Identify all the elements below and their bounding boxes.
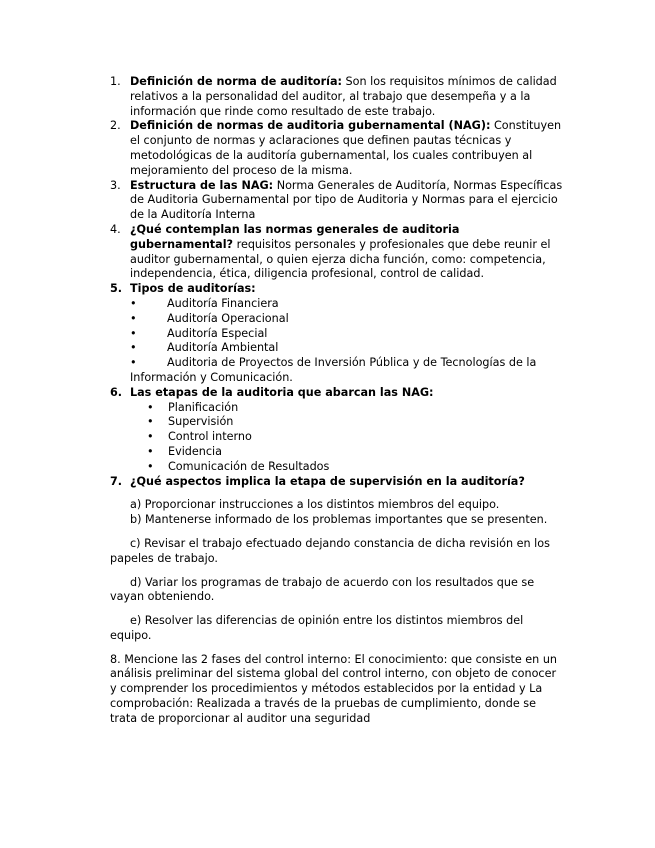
tipos-label: Auditoría Operacional bbox=[167, 311, 289, 325]
aspecto-paragraph: d) Variar los programas de trabajo de acuerdo con los resultados que se vayan obteniendo. bbox=[110, 575, 535, 604]
aspecto-paragraph: b) Mantenerse informado de los problemas importantes que se presenten. bbox=[130, 513, 548, 527]
list-item-4 bbox=[110, 223, 565, 282]
tipos-list-item bbox=[110, 297, 565, 312]
aspecto-paragraph: e) Resolver las diferencias de opinión entre los distintos miembros del equipo. bbox=[110, 614, 524, 642]
list-item-7 bbox=[110, 475, 565, 490]
tipos-list bbox=[110, 297, 565, 386]
item-text: Constituyen el conjunto de normas y aclaraciones que definen pautas técnicas y metodológicas de la auditoría gubernamental, los cuales contribuyen al mejoramiento del proceso de la misma. bbox=[130, 119, 562, 177]
item-text: Son los requisitos mínimos de calidad relativos a la personalidad del auditor, al trabajo que desempeña y a la información que rinde como resultado de este trabajo. bbox=[130, 75, 557, 118]
tipos-label: Auditoria de Proyectos de Inversión Pública y de Tecnologías de la Información y Comunicación. bbox=[130, 356, 537, 384]
item-number: 1. bbox=[110, 75, 121, 88]
tipos-label: Auditoría Ambiental bbox=[167, 341, 279, 355]
item-number: 6. bbox=[110, 385, 123, 399]
item-number: 3. bbox=[110, 178, 121, 192]
item-number: 7. bbox=[110, 474, 123, 488]
etapas-list bbox=[110, 401, 565, 475]
item-text: requisitos personales y profesionales que debe reunir el auditor gubernamental, o quien ejerza dicha función, como: competencia, independencia, ética, diligencia profesional, control de calidad. bbox=[130, 237, 551, 281]
etapas-list-item: • Control interno bbox=[110, 430, 565, 445]
list-item-2 bbox=[110, 119, 565, 178]
etapas-list-item: • Supervisión bbox=[110, 415, 565, 430]
bullet: • bbox=[130, 326, 137, 340]
item-number: 2. bbox=[110, 119, 121, 133]
bullet: • bbox=[130, 356, 137, 370]
bullet: • bbox=[130, 311, 137, 325]
list-item-6 bbox=[110, 386, 565, 401]
item-title: Definición de normas de auditoria gubernamental (NAG): bbox=[130, 119, 491, 133]
aspecto-paragraph: a) Proporcionar instrucciones a los distintos miembros del equipo. bbox=[130, 498, 500, 512]
list-item-3 bbox=[110, 179, 565, 223]
tipos-list-item bbox=[110, 327, 565, 342]
item-title: ¿Qué aspectos implica la etapa de supervisión en la auditoría? bbox=[130, 474, 525, 488]
bullet: • bbox=[130, 296, 137, 310]
list-item-1 bbox=[110, 75, 565, 119]
tipos-label: Auditoría Especial bbox=[167, 326, 268, 340]
etapas-list-item: • Evidencia bbox=[110, 445, 565, 460]
etapas-list-item: • Planificación bbox=[110, 401, 565, 416]
aspecto-paragraph: c) Revisar el trabajo efectuado dejando constancia de dicha revisión en los papeles de trabajo. bbox=[110, 536, 550, 565]
item-title: Estructura de las NAG: bbox=[130, 178, 274, 192]
item-title: ¿Qué contemplan las normas generales de auditoria gubernamental? bbox=[130, 222, 460, 251]
item-8-paragraph: 8. Mencione las 2 fases del control interno: El conocimiento: que consiste en un análisis preliminar del sistema global del control interno, con objeto de conocer y comprender los procedimientos y métodos establecidos por la entidad y La comprobación: Realizada a través de la pruebas de cumplimiento, donde se trata de proporcionar al auditor una seguridad bbox=[110, 652, 557, 725]
bullet: • bbox=[130, 341, 137, 355]
list-item-5 bbox=[110, 282, 565, 297]
item-title: Definición de norma de auditoría: bbox=[130, 75, 342, 88]
tipos-label: Auditoría Financiera bbox=[167, 296, 279, 310]
item-number: 5. bbox=[110, 282, 123, 296]
item-text: Norma Generales de Auditoría, Normas Específicas de Auditoria Gubernamental por tipo de Auditoria y Normas para el ejercicio de la Auditoría Interna bbox=[130, 178, 563, 222]
tipos-list-item bbox=[110, 341, 565, 356]
item-title: Tipos de auditorías: bbox=[130, 282, 256, 296]
document-content bbox=[110, 75, 565, 727]
tipos-list-item bbox=[110, 356, 565, 386]
item-number: 4. bbox=[110, 222, 121, 236]
etapas-list-item: • Comunicación de Resultados bbox=[110, 460, 565, 475]
item-title: Las etapas de la auditoria que abarcan las NAG: bbox=[130, 385, 434, 399]
tipos-list-item bbox=[110, 312, 565, 327]
